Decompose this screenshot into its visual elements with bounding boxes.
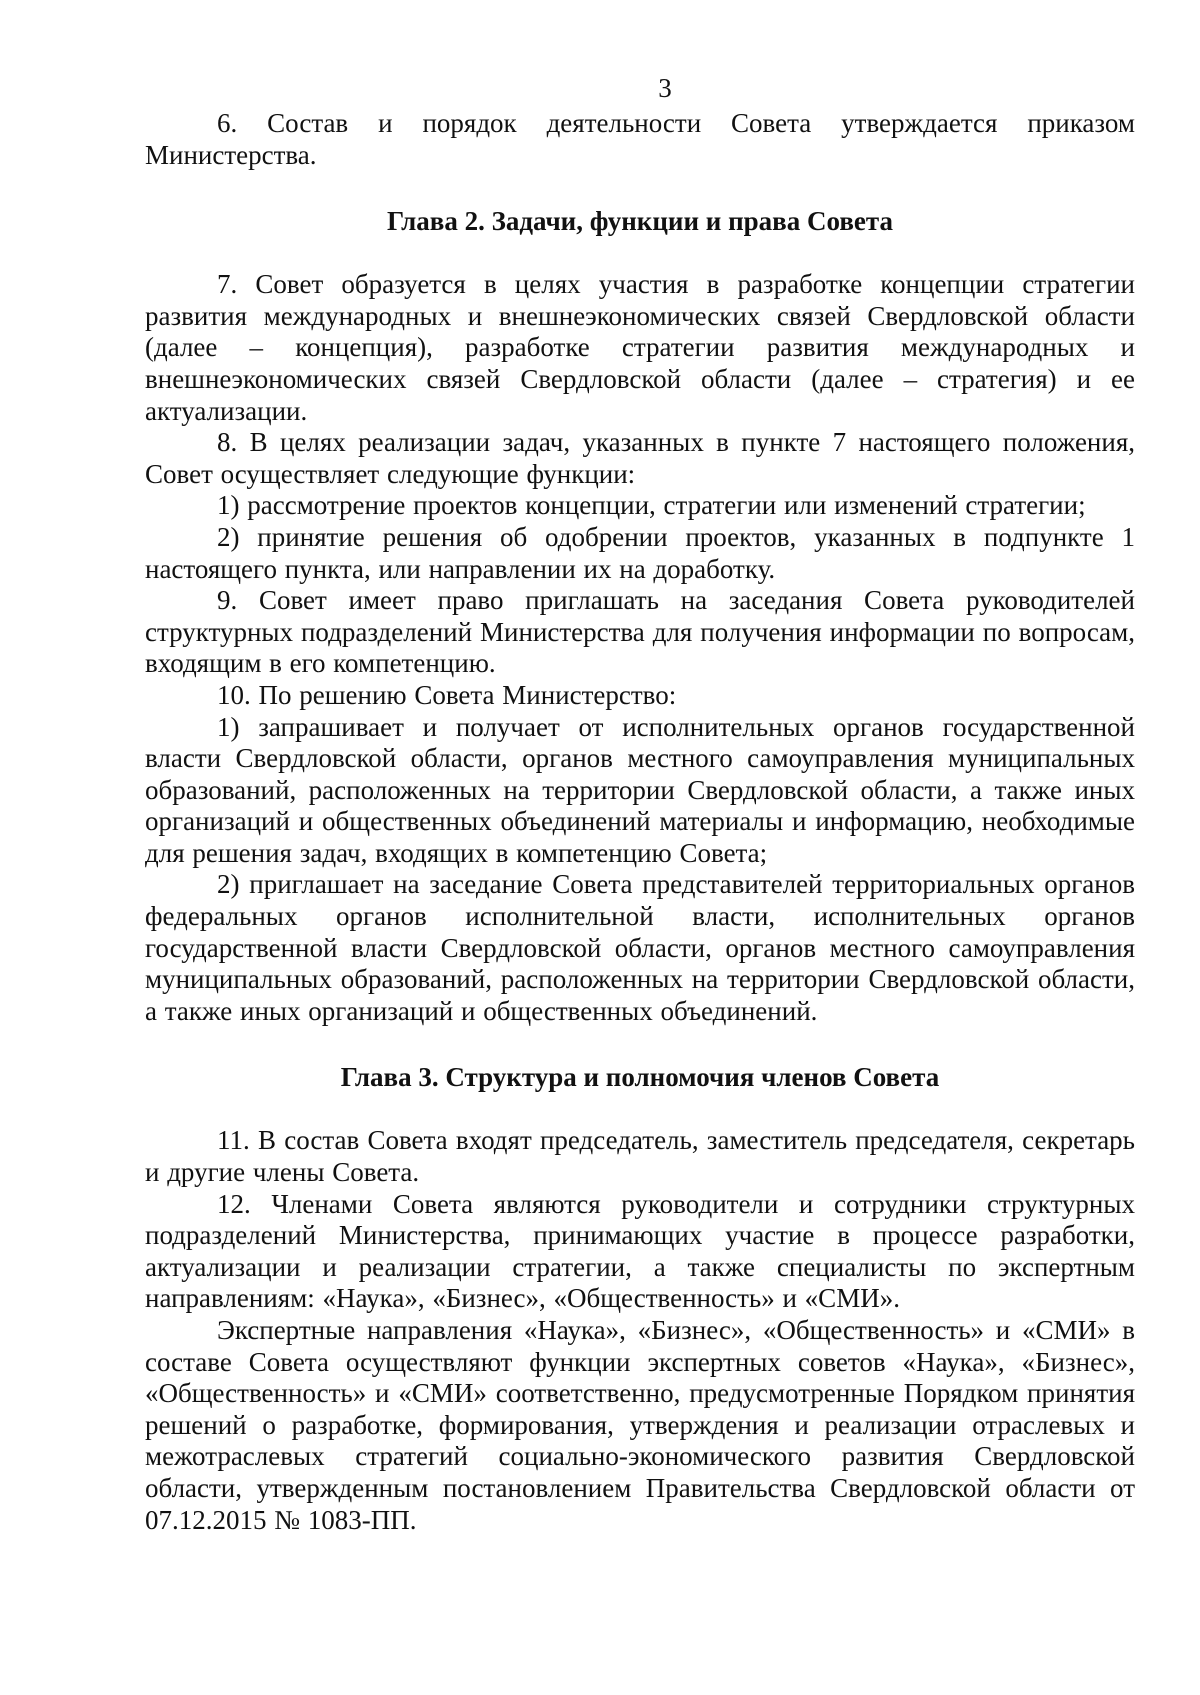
paragraph-12: 12. Членами Совета являются руководители и сотрудники структурных подразделений Министерства, принимающих участие в процессе разработки, актуализации и реализации стратегии, а также специалисты по экспертным направлениям: «Наука», «Бизнес», «Общественность» и «СМИ». <box>145 1188 1135 1314</box>
paragraph-7: 7. Совет образуется в целях участия в разработке концепции стратегии развития международных и внешнеэкономических связей Свердловской области (далее – концепция), разработке стратегии развития международных и внешнеэкономических связей Свердловской области (далее – стратегия) и ее актуализации. <box>145 269 1135 426</box>
paragraph-10-item-1: 1) запрашивает и получает от исполнительных органов государственной власти Свердловской области, органов местного самоуправления муниципальных образований, расположенных на территории Свердловской области, а также иных организаций и общественных объединений материалы и информацию, необходимые для решения задач, входящих в компетенцию Совета; <box>145 711 1135 868</box>
paragraph-8-item-2: 2) принятие решения об одобрении проектов, указанных в подпункте 1 настоящего пункта, или направлении их на доработку. <box>145 521 1135 584</box>
paragraph-8: 8. В целях реализации задач, указанных в пункте 7 настоящего положения, Совет осуществляет следующие функции: <box>145 427 1135 489</box>
paragraph-10: 10. По решению Совета Министерство: <box>217 679 677 710</box>
paragraph-10-item-2: 2) приглашает на заседание Совета представителей территориальных органов федеральных органов исполнительной власти, исполнительных органов государственной власти Свердловской области, органов местного самоуправления муниципальных образований, расположенных на территории Свердловской области, а также иных организаций и общественных объединений. <box>145 869 1135 1026</box>
paragraph-8-item-1: 1) рассмотрение проектов концепции, стратегии или изменений стратегии; <box>217 490 1086 521</box>
page-number: 3 <box>658 73 672 103</box>
chapter-3-heading: Глава 3. Структура и полномочия членов Совета <box>340 1062 940 1093</box>
paragraph-12-continuation: Экспертные направления «Наука», «Бизнес», «Общественность» и «СМИ» в составе Совета осуществляют функции экспертных советов «Наука», «Бизнес», «Общественность» и «СМИ» соответственно, предусмотренные Порядком принятия решений о разработке, формирования, утверждения и реализации отраслевых и межотраслевых стратегий социально-экономического развития Свердловской области, утвержденным постановлением Правительства Свердловской области от 07.12.2015 № 1083-ПП. <box>145 1315 1135 1535</box>
paragraph-6: 6. Состав и порядок деятельности Совета утверждается приказом Министерства. <box>145 108 1135 170</box>
paragraph-11: 11. В состав Совета входят председатель, заместитель председателя, секретарь и другие члены Совета. <box>145 1125 1135 1188</box>
chapter-2-heading: Глава 2. Задачи, функции и права Совета <box>387 206 893 237</box>
paragraph-9: 9. Совет имеет право приглашать на заседания Совета руководителей структурных подразделений Министерства для получения информации по вопросам, входящим в его компетенцию. <box>145 585 1135 679</box>
